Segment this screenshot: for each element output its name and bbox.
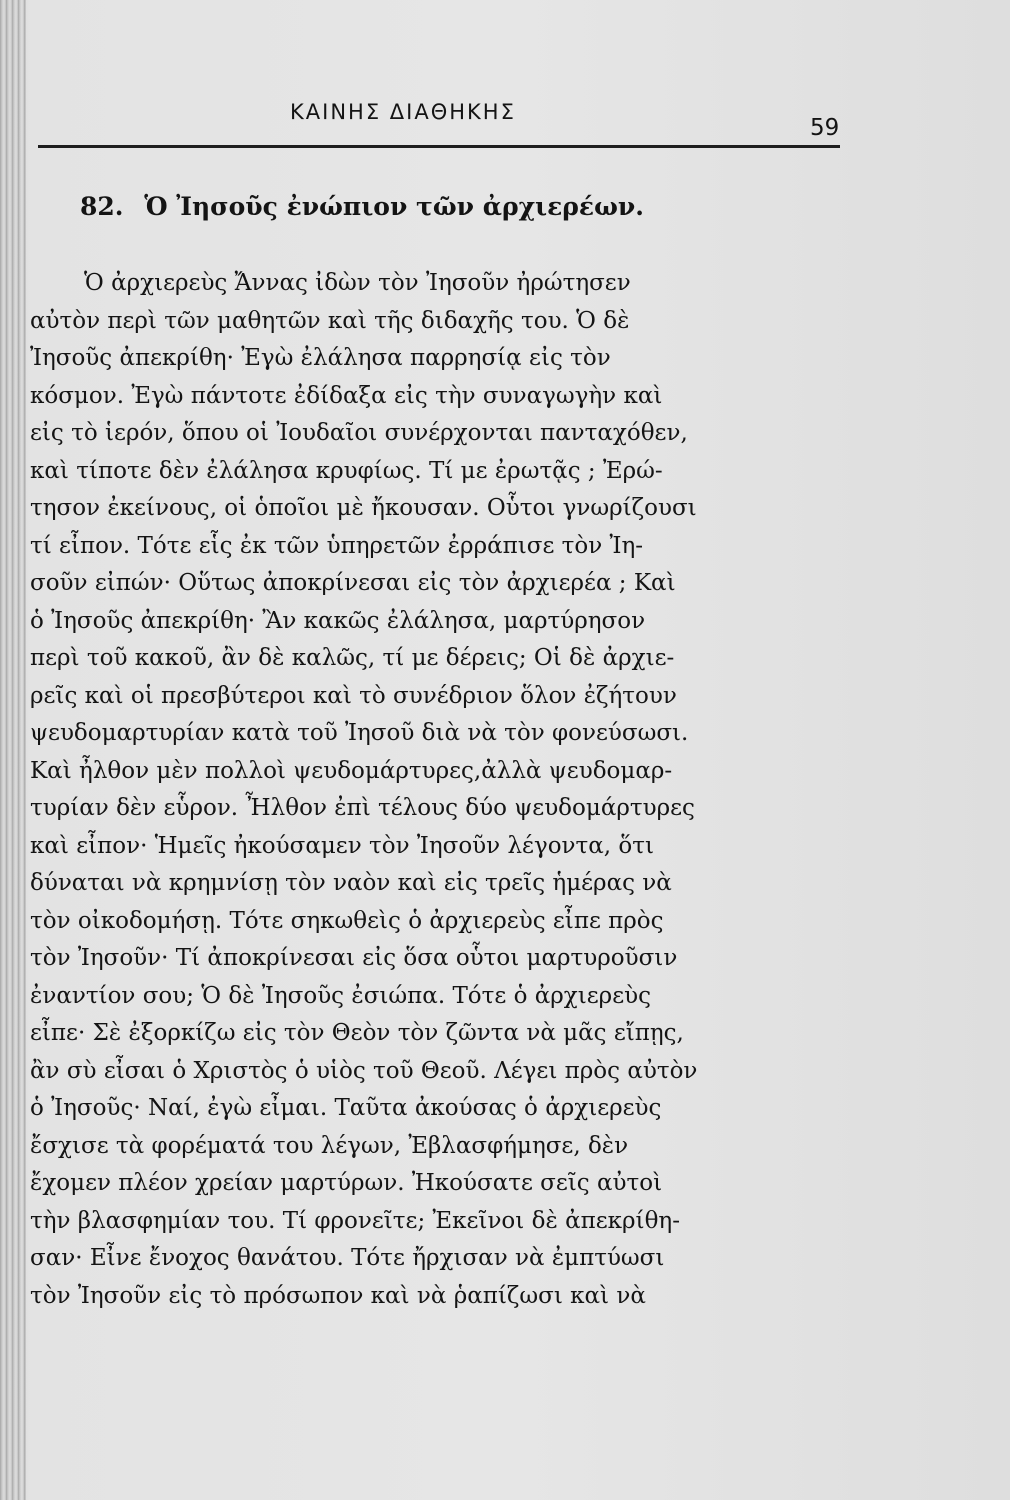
text-line: ἐναντίον σου; Ὁ δὲ Ἰησοῦς ἐσιώπα. Τότε ὁ ἀρχιερεὺς: [30, 982, 651, 1009]
page-spine-edge: [0, 0, 26, 1500]
text-line: περὶ τοῦ κακοῦ, ἂν δὲ καλῶς, τί με δέρεις; Οἱ δὲ ἀρχιε-: [30, 645, 675, 671]
text-line: τησον ἐκείνους, οἱ ὁποῖοι μὲ ἤκουσαν. Οὗτοι γνωρίζουσι: [30, 495, 697, 521]
text-line: τυρίαν δὲν εὗρον. Ἦλθον ἐπὶ τέλους δύο ψευδομάρτυρες: [30, 795, 695, 821]
text-line: Ἰησοῦς ἀπεκρίθη· Ἐγὼ ἐλάλησα παρρησίᾳ εἰς τὸν: [30, 345, 611, 371]
text-line: σοῦν εἰπών· Οὕτως ἀποκρίνεσαι εἰς τὸν ἀρχιερέα ; Καὶ: [30, 570, 676, 596]
text-line: ἔχομεν πλέον χρείαν μαρτύρων. Ἠκούσατε σεῖς αὐτοὶ: [30, 1170, 663, 1196]
text-line: ὁ Ἰησοῦς ἀπεκρίθη· Ἂν κακῶς ἐλάλησα, μαρτύρησον: [30, 607, 646, 634]
text-line: καὶ εἶπον· Ἡμεῖς ἠκούσαμεν τὸν Ἰησοῦν λέγοντα, ὅτι: [30, 832, 654, 859]
text-line: εἰς τὸ ἱερόν, ὅπου οἱ Ἰουδαῖοι συνέρχονται πανταχόθεν,: [30, 420, 688, 446]
section-number: 82.: [80, 192, 124, 221]
text-line: καὶ τίποτε δὲν ἐλάλησα κρυφίως. Τί με ἐρωτᾷς ; Ἐρώ-: [30, 457, 663, 484]
text-line: ὁ Ἰησοῦς· Ναί, ἐγὼ εἶμαι. Ταῦτα ἀκούσας ὁ ἀρχιερεὺς: [30, 1095, 662, 1121]
text-line: Καὶ ἦλθον μὲν πολλοὶ ψευδομάρτυρες,ἀλλὰ ψευδομαρ-: [30, 757, 673, 784]
section-heading: [80, 192, 850, 221]
text-line: δύναται νὰ κρημνίσῃ τὸν ναὸν καὶ εἰς τρεῖς ἡμέρας νὰ: [30, 870, 672, 896]
text-line: τὸν Ἰησοῦν εἰς τὸ πρόσωπον καὶ νὰ ῥαπίζωσι καὶ νὰ: [30, 1282, 646, 1309]
text-line: τὸν οἰκοδομήσῃ. Τότε σηκωθεὶς ὁ ἀρχιερεὺς εἶπε πρὸς: [30, 907, 664, 934]
text-line: Ὁ ἀρχιερεὺς Ἄννας ἰδὼν τὸν Ἰησοῦν ἠρώτησεν: [84, 270, 631, 296]
section-title: Ὁ Ἰησοῦς ἐνώπιον τῶν ἀρχιερέων.: [144, 192, 644, 221]
text-line: αὐτὸν περὶ τῶν μαθητῶν καὶ τῆς διδαχῆς του. Ὁ δὲ: [30, 307, 630, 334]
text-line: ρεῖς καὶ οἱ πρεσβύτεροι καὶ τὸ συνέδριον ὅλον ἐζήτουν: [30, 682, 677, 709]
text-line: ἔσχισε τὰ φορέματά του λέγων, Ἐβλασφήμησε, δὲν: [30, 1132, 629, 1159]
page-number: 59: [810, 115, 840, 141]
text-line: τὴν βλασφημίαν του. Τί φρονεῖτε; Ἐκεῖνοι δὲ ἀπεκρίθη-: [30, 1207, 680, 1234]
text-line: σαν· Εἶνε ἔνοχος θανάτου. Τότε ἤρχισαν νὰ ἐμπτύωσι: [30, 1245, 665, 1271]
text-line: ψευδομαρτυρίαν κατὰ τοῦ Ἰησοῦ διὰ νὰ τὸν φονεύσωσι.: [30, 720, 689, 746]
header-rule: [38, 145, 840, 148]
text-line: εἶπε· Σὲ ἐξορκίζω εἰς τὸν Θεὸν τὸν ζῶντα νὰ μᾶς εἴπῃς,: [30, 1020, 684, 1046]
text-line: κόσμον. Ἐγὼ πάντοτε ἐδίδαξα εἰς τὴν συναγωγὴν καὶ: [30, 382, 663, 409]
text-line: τί εἶπον. Τότε εἷς ἐκ τῶν ὑπηρετῶν ἐρράπισε τὸν Ἰη-: [30, 532, 644, 559]
body-text: [30, 265, 845, 1315]
text-line: ἂν σὺ εἶσαι ὁ Χριστὸς ὁ υἱὸς τοῦ Θεοῦ. Λέγει πρὸς αὐτὸν: [30, 1057, 698, 1084]
text-line: τὸν Ἰησοῦν· Τί ἀποκρίνεσαι εἰς ὅσα οὗτοι μαρτυροῦσιν: [30, 945, 678, 971]
running-head: ΚΑΙΝΗΣ ΔΙΑΘΗΚΗΣ: [290, 100, 516, 124]
